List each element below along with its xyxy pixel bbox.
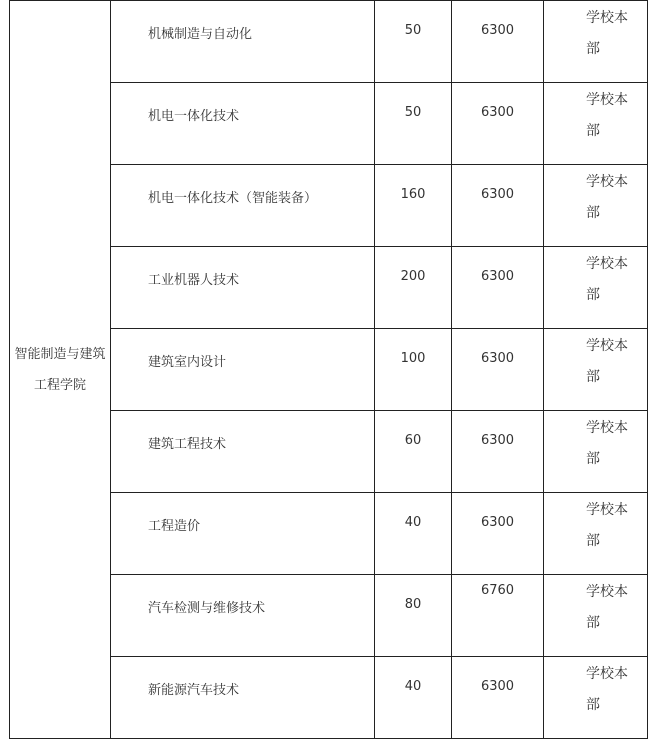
major-name: 建筑室内设计 (148, 355, 227, 370)
campus-cell (544, 247, 648, 329)
count-cell (375, 493, 452, 575)
enrollment-count: 50 (404, 23, 422, 38)
fee-cell (452, 83, 544, 165)
major-name: 新能源汽车技术 (148, 683, 240, 698)
table-row (10, 1, 648, 83)
count-cell (375, 83, 452, 165)
major-cell (111, 165, 375, 247)
campus-cell (544, 83, 648, 165)
major-name: 机械制造与自动化 (148, 27, 253, 42)
enrollment-count: 100 (400, 351, 426, 366)
major-cell (111, 575, 375, 657)
college-name-cell (10, 1, 111, 739)
count-cell (375, 657, 452, 739)
major-cell (111, 329, 375, 411)
fee-cell (452, 657, 544, 739)
major-cell (111, 657, 375, 739)
college-name: 智能制造与建筑工程学院 (14, 346, 106, 393)
campus-cell (544, 493, 648, 575)
fee-cell (452, 575, 544, 657)
fee-cell (452, 1, 544, 83)
fee-cell (452, 411, 544, 493)
tuition-fee: 6300 (480, 105, 515, 120)
campus-cell (544, 657, 648, 739)
major-name: 建筑工程技术 (148, 437, 227, 452)
enrollment-count: 40 (404, 679, 422, 694)
enrollment-count: 80 (404, 597, 422, 612)
count-cell (375, 165, 452, 247)
major-cell (111, 247, 375, 329)
enrollment-table (9, 0, 648, 739)
major-cell (111, 1, 375, 83)
tuition-fee: 6300 (480, 351, 515, 366)
count-cell (375, 247, 452, 329)
campus-cell (544, 1, 648, 83)
campus-name: 学校本部 (586, 174, 628, 221)
campus-cell (544, 329, 648, 411)
tuition-fee: 6300 (480, 433, 515, 448)
major-name: 汽车检测与维修技术 (148, 601, 266, 616)
major-name: 工程造价 (148, 519, 201, 534)
count-cell (375, 575, 452, 657)
count-cell (375, 1, 452, 83)
enrollment-count: 200 (400, 269, 426, 284)
enrollment-count: 60 (404, 433, 422, 448)
campus-name: 学校本部 (586, 256, 628, 303)
campus-name: 学校本部 (586, 10, 628, 57)
campus-name: 学校本部 (586, 666, 628, 713)
major-name: 工业机器人技术 (148, 273, 240, 288)
major-name: 机电一体化技术 (148, 109, 240, 124)
campus-name: 学校本部 (586, 502, 628, 549)
campus-name: 学校本部 (586, 420, 628, 467)
tuition-fee: 6760 (480, 583, 515, 598)
enrollment-count: 160 (400, 187, 426, 202)
tuition-fee: 6300 (480, 679, 515, 694)
campus-cell (544, 575, 648, 657)
fee-cell (452, 329, 544, 411)
enrollment-count: 40 (404, 515, 422, 530)
major-name: 机电一体化技术（智能装备） (148, 191, 318, 206)
campus-name: 学校本部 (586, 92, 628, 139)
major-cell (111, 83, 375, 165)
campus-name: 学校本部 (586, 584, 628, 631)
tuition-fee: 6300 (480, 269, 515, 284)
enrollment-count: 50 (404, 105, 422, 120)
campus-cell (544, 411, 648, 493)
tuition-fee: 6300 (480, 23, 515, 38)
fee-cell (452, 247, 544, 329)
fee-cell (452, 493, 544, 575)
count-cell (375, 411, 452, 493)
major-cell (111, 411, 375, 493)
tuition-fee: 6300 (480, 515, 515, 530)
count-cell (375, 329, 452, 411)
campus-cell (544, 165, 648, 247)
tuition-fee: 6300 (480, 187, 515, 202)
major-cell (111, 493, 375, 575)
fee-cell (452, 165, 544, 247)
campus-name: 学校本部 (586, 338, 628, 385)
